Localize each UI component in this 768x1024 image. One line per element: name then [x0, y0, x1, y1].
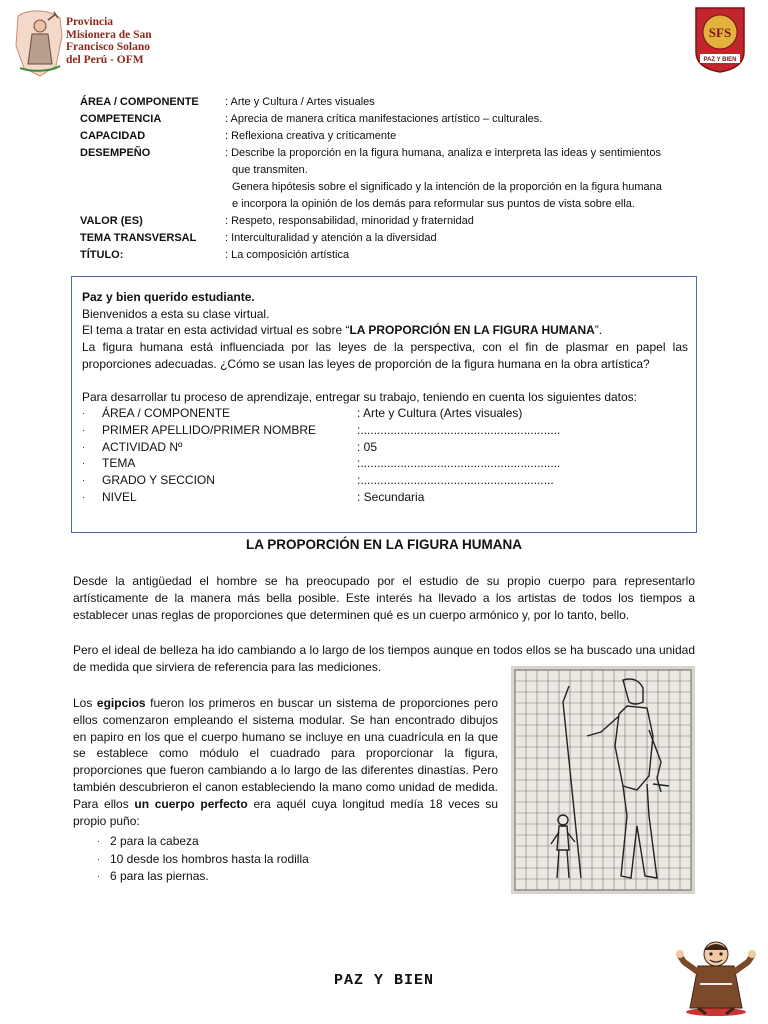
- welcome-box: [71, 276, 697, 533]
- welcome-greeting: Paz y bien querido estudiante.: [82, 290, 255, 304]
- info-value: : Reflexiona creativa y críticamente: [225, 130, 397, 142]
- info-row-capacidad: [80, 128, 700, 145]
- info-continuation: que transmiten.: [232, 164, 308, 176]
- list-item-text: 2 para la cabeza: [110, 834, 199, 848]
- info-label: ÁREA / COMPONENTE: [80, 96, 199, 108]
- data-item-label: ACTIVIDAD Nº: [102, 439, 183, 454]
- bullet: ·: [97, 871, 100, 881]
- badge-motto: PAZ Y BIEN: [703, 57, 737, 63]
- topic-prefix: El tema a tratar en esta actividad virtual es sobre “: [82, 323, 350, 338]
- bullet: ·: [82, 441, 85, 452]
- info-label: TEMA TRANSVERSAL: [80, 232, 197, 244]
- welcome-paragraph: La figura humana está influenciada por las leyes de la perspectiva, con el fin de plasmar en papel las proporciones adecuadas. ¿Cómo se usan las leyes de proporción de la figura humana en la obra artística?: [82, 340, 688, 371]
- list-item: [97, 868, 309, 886]
- data-item-value: : 05: [357, 439, 378, 454]
- list-item-text: 6 para las piernas.: [110, 869, 209, 883]
- article-paragraph-2: Pero el ideal de belleza ha ido cambiando a lo largo de los tiempos aunque en todos ellos se ha buscado una unidad de medida que sirviera de referencia para las mediciones.: [73, 643, 695, 674]
- info-row-desempeno: [80, 145, 700, 162]
- bullet: ·: [82, 475, 85, 486]
- data-item-label: GRADO Y SECCION: [102, 473, 215, 488]
- logo-text-line-2: Misionera de San: [66, 28, 152, 41]
- info-value: : Respeto, responsabilidad, minoridad y fraternidad: [225, 215, 474, 227]
- info-continuation: Genera hipótesis sobre el significado y la intención de la proporción en la figura humana: [232, 181, 662, 193]
- data-item-value: :..........................................................: [357, 473, 554, 488]
- data-item-value: : Secundaria: [357, 489, 425, 504]
- proportion-list: [97, 833, 309, 886]
- data-item: [82, 422, 688, 439]
- footer-motto: PAZ Y BIEN: [333, 972, 434, 989]
- logo-text-line-1: Provincia: [66, 16, 114, 28]
- article-paragraph-3: [73, 695, 498, 829]
- data-item-value: : Arte y Cultura (Artes visuales): [357, 406, 523, 421]
- friar-cartoon-icon: [676, 932, 756, 1016]
- egyptian-grid-figure-illustration: [511, 666, 695, 894]
- info-row-valor: [80, 213, 700, 230]
- info-label: CAPACIDAD: [80, 130, 146, 142]
- logo-text-line-4: del Perú - OFM: [66, 53, 144, 66]
- text-run-bold: un cuerpo perfecto: [134, 796, 248, 811]
- logo-text-line-3: Francisco Solano: [66, 41, 151, 53]
- info-label: DESEMPEÑO: [80, 147, 151, 159]
- info-value: : Describe la proporción en la figura humana, analiza e interpreta las ideas y sentimientos: [225, 147, 661, 159]
- badge-monogram: SFS: [708, 25, 732, 40]
- topic-suffix: ”.: [594, 323, 603, 338]
- info-row-competencia: [80, 111, 700, 128]
- data-item-value: :............................................................: [357, 456, 561, 471]
- province-logo: [10, 6, 170, 78]
- bullet: ·: [82, 491, 85, 502]
- saint-emblem-icon: [10, 6, 68, 78]
- info-label: TÍTULO:: [80, 249, 124, 261]
- info-value: : Aprecia de manera crítica manifestaciones artístico – culturales.: [225, 113, 543, 125]
- bullet: ·: [82, 424, 85, 435]
- info-value: : Interculturalidad y atención a la diversidad: [225, 232, 437, 244]
- welcome-topic-line: [82, 322, 688, 339]
- article-paragraph-1: Desde la antigüedad el hombre se ha preocupado por el estudio de su propio cuerpo para representarlo artísticamente de la manera más bella posible. Este interés ha llevado a los artistas de todos los tiempos a establecer unas reglas de proporciones que determinen qué es un cuerpo armónico y, por lo tanto, bello.: [73, 574, 695, 622]
- data-item-label: PRIMER APELLIDO/PRIMER NOMBRE: [102, 422, 317, 437]
- topic-title: LA PROPORCIÓN EN LA FIGURA HUMANA: [349, 323, 595, 338]
- bullet: ·: [97, 853, 100, 864]
- data-item-label: NIVEL: [102, 489, 137, 504]
- text-run-bold: egipcios: [96, 696, 146, 710]
- article-title: LA PROPORCIÓN EN LA FIGURA HUMANA: [246, 537, 522, 552]
- info-label: VALOR (ES): [80, 215, 143, 227]
- data-item: [82, 489, 688, 506]
- data-item: [82, 439, 688, 456]
- data-item-label: TEMA: [102, 456, 136, 471]
- school-badge-icon: [694, 6, 746, 74]
- text-run: Los: [73, 696, 97, 710]
- data-item: [82, 472, 688, 489]
- info-continuation: e incorpora la opinión de los demás para reformular sus puntos de vista sobre ella.: [232, 198, 635, 210]
- data-item: [82, 405, 688, 422]
- data-item-value: :............................................................: [357, 422, 561, 437]
- welcome-line: Bienvenidos a esta su clase virtual.: [82, 306, 270, 321]
- info-row-tema: [80, 230, 700, 247]
- bullet: ·: [97, 836, 100, 846]
- bullet: ·: [82, 408, 85, 419]
- course-info-table: [80, 94, 700, 264]
- list-item: [97, 851, 309, 869]
- info-value: : La composición artística: [225, 249, 350, 261]
- info-label: COMPETENCIA: [80, 113, 162, 125]
- list-item: [97, 833, 309, 851]
- data-item: [82, 455, 688, 472]
- list-item-text: 10 desde los hombros hasta la rodilla: [110, 851, 309, 866]
- welcome-instructions: Para desarrollar tu proceso de aprendizaje, entregar su trabajo, teniendo en cuenta los siguientes datos:: [82, 389, 638, 404]
- data-item-label: ÁREA / COMPONENTE: [102, 406, 231, 421]
- text-run: era aquél cuya longitud medía 18 veces su propio puño:: [73, 796, 498, 828]
- info-value: : Arte y Cultura / Artes visuales: [225, 96, 375, 108]
- info-row-area: [80, 94, 700, 111]
- text-run: fueron los primeros en buscar un sistema de proporciones pero ellos comenzaron empleando el sistema modular. Se han encontrado dibujos en papiro en los que el cuerpo humano se incluye en una cuadrícula en la que se establece como módulo el cuadrado para proporcionar la figura, proporciones que fueron cambiando a lo largo de las diferentes dinastías. Pero también descubrieron el canon estableciendo la mano como unidad de medida. Para ellos: [73, 696, 498, 811]
- info-row-titulo: [80, 247, 700, 264]
- bullet: ·: [82, 458, 85, 469]
